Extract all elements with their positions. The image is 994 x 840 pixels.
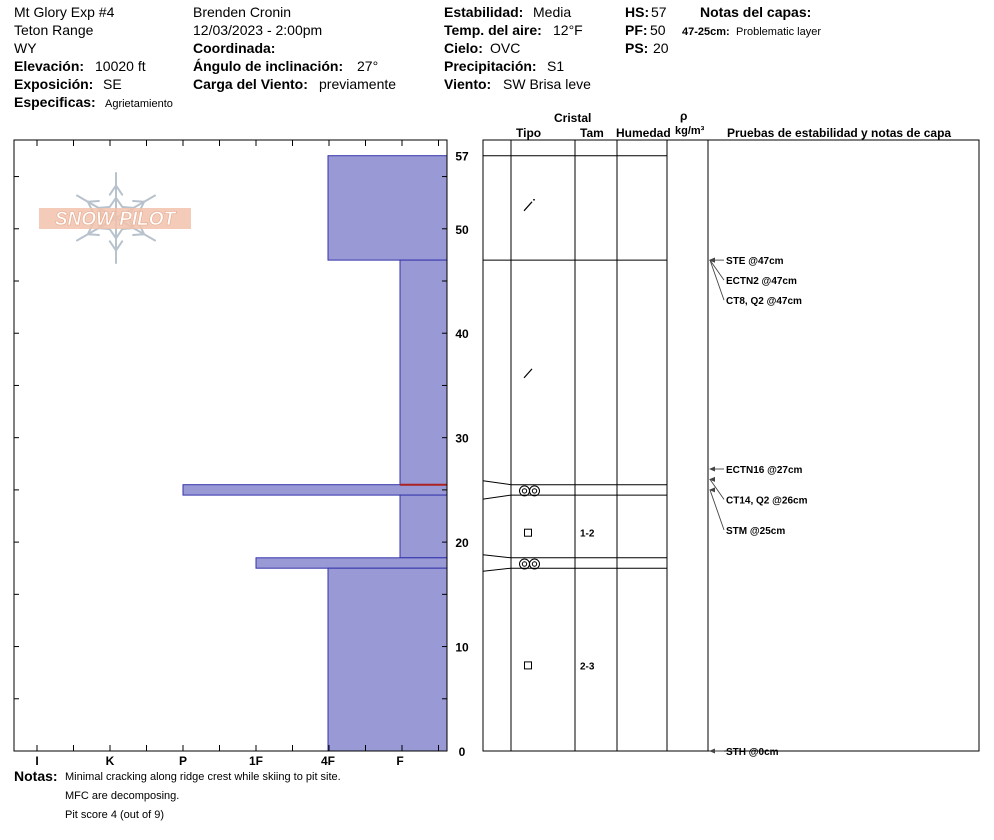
hardness-layer-bar — [328, 156, 447, 260]
layer-notes-title: Notas del capas: — [700, 4, 812, 20]
stability-test-arrow — [710, 260, 724, 300]
stability-label: Estabilidad: — [444, 4, 524, 20]
specifics-value: Agrietamiento — [105, 98, 173, 110]
y-tick-label: 10 — [455, 640, 469, 655]
sky-value: OVC — [490, 40, 521, 56]
layer-table-frame — [483, 140, 979, 751]
snow-pilot-logo — [39, 173, 191, 263]
crystal-mf-glyph — [532, 489, 536, 493]
crystal-fc-glyph — [525, 529, 532, 536]
x-tick-label: P — [178, 754, 188, 768]
stability-test-arrowhead — [709, 749, 715, 754]
hs-value: 57 — [651, 4, 667, 20]
crystal-dot-glyph — [533, 199, 535, 201]
rho-header: ρ — [680, 109, 688, 123]
elevation-value: 10020 ft — [95, 58, 146, 74]
hardness-layer-bar — [183, 485, 447, 495]
aspect-value: SE — [103, 76, 122, 92]
x-tick-label: F — [396, 754, 404, 768]
layer-boundary-connector — [483, 568, 511, 571]
crystal-mf-glyph — [530, 559, 540, 569]
stability-test-arrowhead — [709, 467, 715, 472]
y-tick-label: 57 — [455, 149, 469, 164]
incline-label: Ángulo de inclinación: — [193, 58, 344, 74]
stability-test-label: STH @0cm — [726, 747, 779, 758]
x-tick-label: K — [105, 754, 115, 768]
aspect-label: Exposición: — [14, 76, 94, 92]
precip-label: Precipitación: — [444, 58, 537, 74]
crystal-mf-glyph — [522, 489, 526, 493]
elevation-label: Elevación: — [14, 58, 85, 74]
crystal-mf-glyph — [520, 559, 530, 569]
ps-label: PS: — [625, 40, 649, 56]
crystal-size-label: 2-3 — [580, 661, 595, 673]
crystal-fc-glyph — [525, 662, 532, 669]
specifics-label: Especificas: — [14, 94, 96, 110]
wind-load-value: previamente — [319, 76, 397, 92]
crystal-mf-glyph — [522, 562, 526, 566]
size-header: Tam — [580, 126, 604, 140]
stability-test-label: CT14, Q2 @26cm — [726, 495, 808, 507]
precip-value: S1 — [547, 58, 565, 74]
state-name: WY — [14, 40, 37, 56]
crystal-df-glyph — [524, 369, 532, 378]
stability-test-label: ECTN16 @27cm — [726, 465, 803, 476]
stability-test-label: CT8, Q2 @47cm — [726, 296, 802, 308]
layer-boundary-connector — [483, 495, 511, 499]
pf-value: 50 — [650, 22, 666, 38]
y-tick-label: 40 — [455, 327, 469, 342]
hardness-layer-bar — [256, 558, 447, 568]
stability-test-arrowhead — [709, 487, 715, 492]
layer-boundary-connector — [483, 555, 511, 558]
hs-label: HS: — [625, 4, 650, 20]
x-tick-label: 4F — [320, 754, 336, 768]
hardness-layer-bar — [400, 495, 447, 558]
observation-datetime: 12/03/2023 - 2:00pm — [193, 22, 323, 38]
stability-test-label: ECTN2 @47cm — [726, 276, 797, 288]
hardness-layer-bar — [328, 568, 447, 751]
air-temp-label: Temp. del aire: — [444, 22, 542, 38]
stability-test-arrow — [710, 260, 724, 280]
notes-line-1: Minimal cracking along ridge crest while skiing to pit site. — [65, 771, 341, 783]
y-tick-label: 30 — [455, 431, 469, 446]
stability-test-arrowhead — [709, 477, 715, 482]
layer-notes-text: Problematic layer — [736, 26, 821, 38]
stability-test-label: STM @25cm — [726, 525, 786, 537]
y-tick-label: 50 — [455, 222, 469, 237]
wind-load-label: Carga del Viento: — [193, 76, 308, 92]
tests-header: Pruebas de estabilidad y notas de capa — [727, 126, 952, 140]
type-header: Tipo — [516, 126, 542, 140]
crystal-size-label: 1-2 — [580, 528, 595, 540]
x-tick-label: 1F — [248, 754, 264, 768]
crystal-mf-glyph — [520, 486, 530, 496]
coordinate-label: Coordinada: — [193, 40, 276, 56]
stability-value: Media — [533, 4, 572, 20]
layer-notes-range: 47-25cm: — [682, 26, 730, 38]
stability-test-label: STE @47cm — [726, 256, 784, 268]
range-name: Teton Range — [14, 22, 94, 38]
moisture-header: Humedad — [616, 126, 671, 140]
y-tick-label: 20 — [455, 536, 469, 551]
layer-boundary-connector — [483, 481, 511, 485]
crystal-df-glyph — [524, 202, 532, 211]
stability-test-arrowhead — [709, 258, 715, 263]
incline-value: 27° — [357, 58, 379, 74]
observer-name: Brenden Cronin — [193, 4, 292, 20]
crystal-mf-glyph — [532, 562, 536, 566]
density-unit-header: kg/m³ — [675, 125, 705, 137]
ps-value: 20 — [653, 40, 669, 56]
notes-line-3: Pit score 4 (out of 9) — [65, 809, 165, 821]
crystal-mf-glyph — [530, 486, 540, 496]
x-tick-label: I — [35, 754, 39, 768]
wind-label: Viento: — [444, 76, 492, 92]
pf-label: PF: — [625, 22, 648, 38]
sky-label: Cielo: — [444, 40, 483, 56]
site-name: Mt Glory Exp #4 — [14, 4, 115, 20]
logo-text: SNOW PILOT — [54, 209, 176, 230]
wind-value: SW Brisa leve — [503, 76, 591, 92]
air-temp-value: 12°F — [553, 22, 583, 38]
y-tick-label: 0 — [458, 745, 466, 759]
notes-line-2: MFC are decomposing. — [65, 790, 180, 802]
crystal-header: Cristal — [554, 111, 592, 125]
notes-label: Notas: — [14, 768, 58, 784]
hardness-layer-bar — [400, 260, 447, 485]
